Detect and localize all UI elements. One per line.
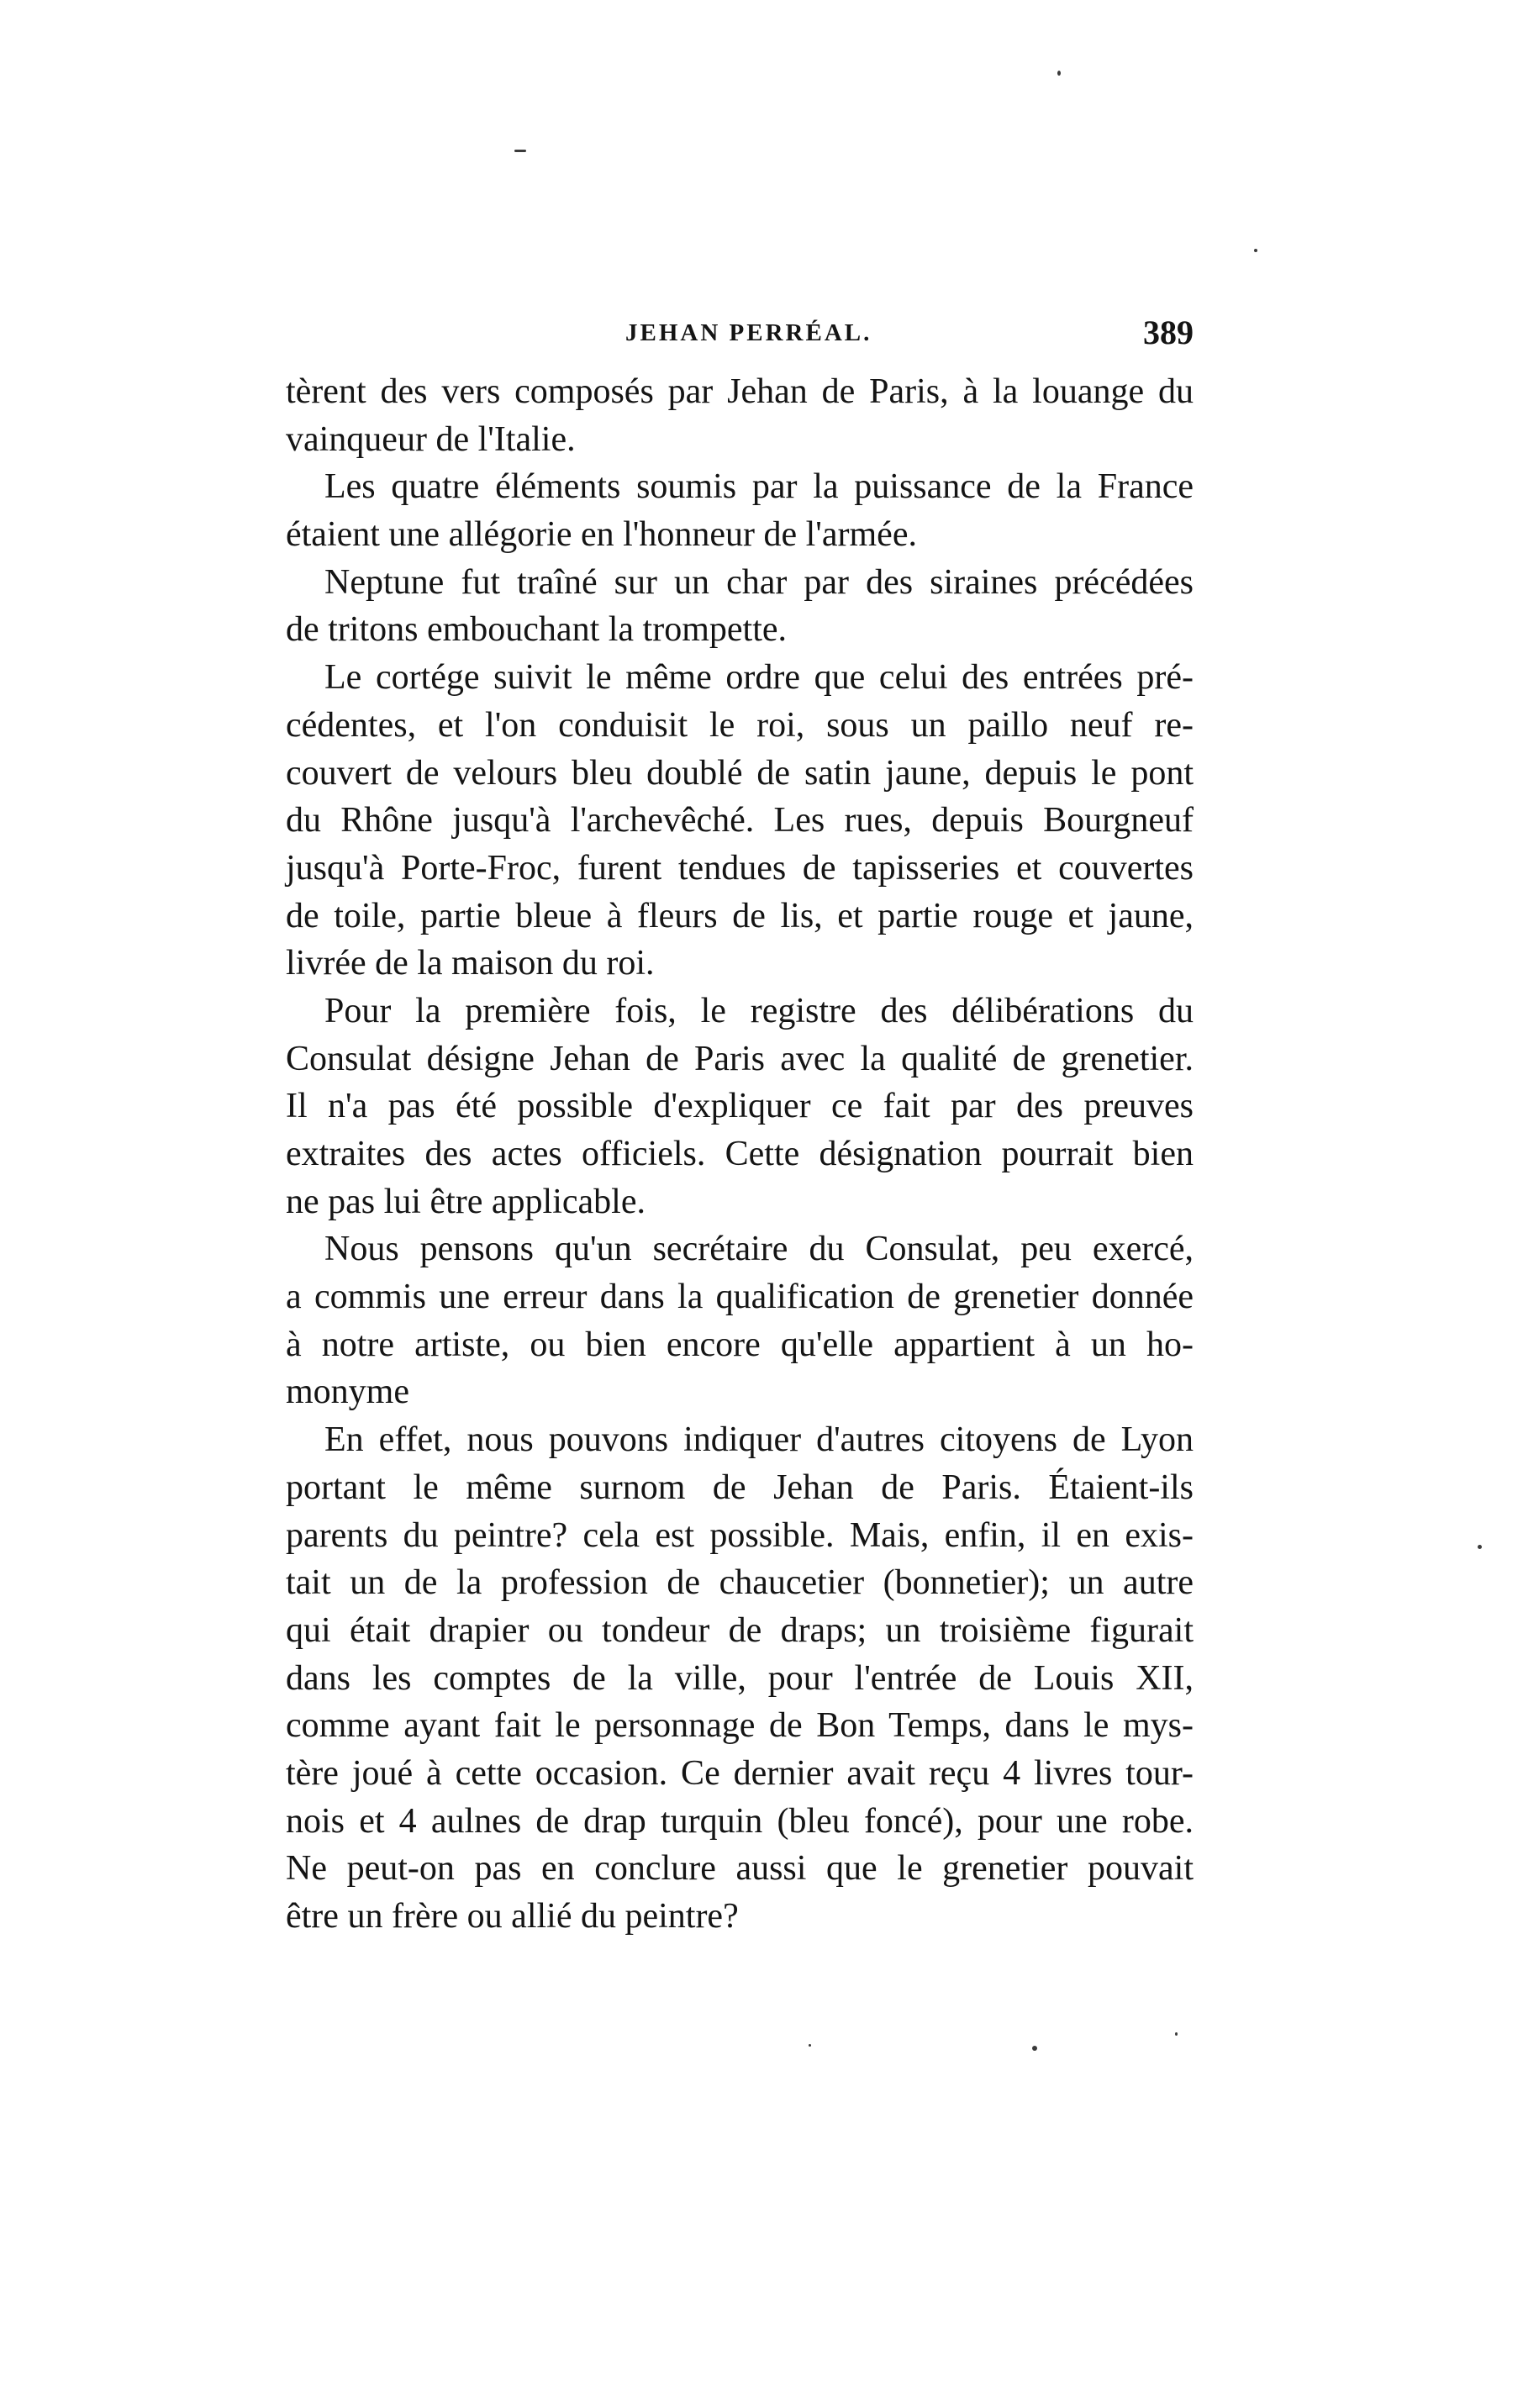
paper-speck [1032, 2046, 1037, 2051]
text-line: qui était drapier ou tondeur de draps; un troisième figurait [286, 1610, 1194, 1650]
text-line: Consulat désigne Jehan de Paris avec la qualité de grenetier. [286, 1039, 1194, 1078]
body-text [286, 368, 1194, 1941]
text-line: à notre artiste, ou bien encore qu'elle appartient à un ho- [286, 1325, 1194, 1364]
text-line: tèrent des vers composés par Jehan de Paris, à la louange du [286, 372, 1194, 411]
text-line: parents du peintre? cela est possible. Mais, enfin, il en exis- [286, 1515, 1194, 1555]
text-line: Le cortége suivit le même ordre que celui des entrées pré- [324, 658, 1194, 698]
paragraph [286, 368, 1194, 463]
text-line: dans les comptes de la ville, pour l'entrée de Louis XII, [286, 1658, 1194, 1698]
paragraph [286, 463, 1194, 558]
text-line: Neptune fut traîné sur un char par des siraines précédées [324, 562, 1194, 602]
text-line: monyme [286, 1373, 409, 1412]
paragraph [286, 988, 1194, 1225]
text-line: couvert de velours bleu doublé de satin jaune, depuis le pont [286, 753, 1194, 793]
text-line: extraites des actes officiels. Cette désignation pourrait bien [286, 1135, 1194, 1173]
text-line: comme ayant fait le personnage de Bon Temps, dans le mys- [286, 1706, 1194, 1746]
text-line: cédentes, et l'on conduisit le roi, sous un paillo neuf re- [286, 705, 1194, 745]
text-line: de tritons embouchant la trompette. [286, 610, 787, 650]
text-line: portant le même surnom de Jehan de Paris. Étaient-ils [286, 1467, 1194, 1507]
text-line: En effet, nous pouvons indiquer d'autres citoyens de Lyon [324, 1420, 1194, 1460]
text-line: de toile, partie bleue à fleurs de lis, et partie rouge et jaune, [286, 896, 1194, 935]
paper-speck [1057, 71, 1061, 76]
text-line: a commis une erreur dans la qualification de grenetier donnée [286, 1278, 1194, 1317]
text-line: Les quatre éléments soumis par la puissance de la France [324, 467, 1194, 507]
text-line: tait un de la profession de chaucetier (bonnetier); un autre [286, 1563, 1194, 1603]
page-number: 389 [1143, 314, 1194, 351]
text-line: du Rhône jusqu'à l'archevêché. Les rues, depuis Bourgneuf [286, 801, 1194, 840]
text-line: vainqueur de l'Italie. [286, 419, 576, 459]
paragraph [286, 559, 1194, 654]
paragraph [286, 1416, 1194, 1941]
paragraph [286, 1225, 1194, 1416]
running-head-title: JEHAN PERRÉAL. [625, 319, 872, 346]
paper-speck [1254, 249, 1257, 252]
text-line: nois et 4 aulnes de drap turquin (bleu foncé), pour une robe. [286, 1801, 1194, 1841]
paragraph [286, 654, 1194, 988]
text-line: Ne peut-on pas en conclure aussi que le grenetier pouvait [286, 1849, 1194, 1889]
text-line: Nous pensons qu'un secrétaire du Consulat, peu exercé, [324, 1230, 1194, 1269]
paper-speck [514, 150, 526, 152]
running-head [286, 313, 1194, 363]
paper-speck [1478, 1545, 1482, 1549]
text-line: Pour la première fois, le registre des délibérations du [324, 991, 1194, 1030]
text-line: être un frère ou allié du peintre? [286, 1897, 739, 1936]
text-line: étaient une allégorie en l'honneur de l'armée. [286, 515, 917, 555]
paper-speck [809, 2044, 811, 2047]
text-line: livrée de la maison du roi. [286, 944, 655, 983]
text-line: ne pas lui être applicable. [286, 1182, 646, 1221]
text-line: Il n'a pas été possible d'expliquer ce fait par des preuves [286, 1087, 1194, 1126]
text-line: tère joué à cette occasion. Ce dernier avait reçu 4 livres tour- [286, 1753, 1194, 1793]
paper-speck [1175, 2032, 1178, 2036]
text-line: jusqu'à Porte-Froc, furent tendues de tapisseries et couvertes [286, 848, 1194, 888]
